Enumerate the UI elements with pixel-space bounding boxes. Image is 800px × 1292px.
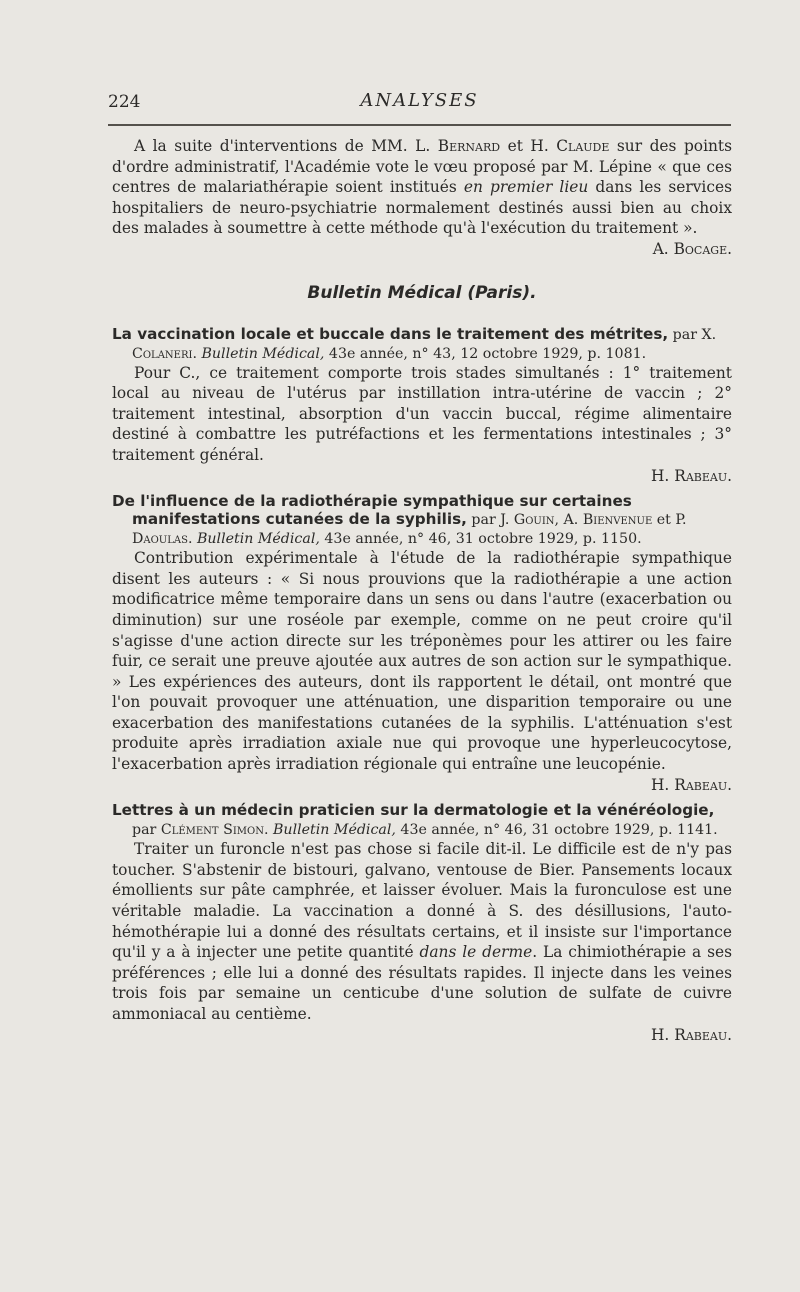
running-title: ANALYSES xyxy=(360,90,479,111)
article-3 xyxy=(112,801,732,1045)
article-body: Contribution expérimentale à l'étude de la radiothérapie sympathique disent les auteurs : « Si nous prouvions que la radiothérapie a une action modificatrice même temporaire dans un sens ou dans l'autre (exacerbation ou diminution) sur une roséole par exemple, comme on ne peut croire qu'il s'agisse d'une action directe sur les tréponèmes pour les attirer ou les faire fuir, ce serait une preuve ajoutée aux autres de son action sur le sympathique. » Les expériences des auteurs, dont ils rapportent le détail, ont montré que l'on pouvait provoquer une atténuation, une disparition temporaire ou une exacerbation des manifestations cutanées de la syphilis. L'atténuation s'est produite après irradiation axiale nue qui provoque une hyperleucocytose, l'exacerbation après irradiation régionale qui entraîne une leucopénie. H. Rabeau. xyxy=(112,549,732,794)
header-rule xyxy=(108,124,731,126)
signature: H. Rabeau. xyxy=(651,466,732,485)
article-title: De l'influence de la radiothérapie sympathique sur certaines manifestations cutanées de la syphilis, par J. Gouin, A. Bienvenue et P. Daoulas. Bulletin Médical, 43e année, n° 46, 31 octobre 1929, p. 1150. xyxy=(112,492,687,548)
page-number: 224 xyxy=(108,92,141,112)
signature: H. Rabeau. xyxy=(651,775,732,794)
journal-heading: Bulletin Médical (Paris). xyxy=(307,282,537,303)
text-column xyxy=(112,136,732,1045)
article-body: Pour C., ce traitement comporte trois stades simultanés : 1° traitement local au niveau de l'utérus par instillation intra-utérine de vaccin ; 2° traitement intestinal, absorption d'un vaccin buccal, régime alimentaire destiné à combattre les putréfactions et les fermentations intestinales ; 3° traitement général. H. Rabeau. xyxy=(112,363,732,485)
signature: A. Bocage. xyxy=(652,239,732,258)
article-2 xyxy=(112,492,732,795)
intro-paragraph: A la suite d'interventions de MM. L. Bernard et H. Claude sur des points d'ordre administratif, l'Académie vote le vœu proposé par M. Lépine « que ces centres de malariathérapie soient institués en premier lieu dans les services hospitaliers de neuro-psychiatrie normalement destinés aussi bien au choix des malades à soumettre à cette méthode qu'à l'exécution du traitement ». A. Bocage. xyxy=(112,137,732,258)
signature: H. Rabeau. xyxy=(651,1025,732,1044)
article-body: Traiter un furoncle n'est pas chose si facile dit-il. Le difficile est de n'y pas toucher. S'abstenir de bistouri, galvano, ventouse de Bier. Pansements locaux émollients sur pâte camphrée, et laisser évoluer. Mais la furonculose est une véritable maladie. La vaccination a donné à S. des désillusions, l'auto-hémothérapie lui a donné des résultats certains, et il insiste sur l'importance qu'il y a à injecter une petite quantité dans le derme. La chimiothérapie a ses préférences ; elle lui a donné des résultats rapides. Il injecte dans les veines trois fois par semaine un centicube d'une solution de sulfate de cuivre ammoniacal au centième. H. Rabeau. xyxy=(112,840,732,1044)
page-header xyxy=(108,92,731,120)
article-title: Lettres à un médecin praticien sur la dermatologie et la vénéréologie, par Clément Simon. Bulletin Médical, 43e année, n° 46, 31 octobre 1929, p. 1141. xyxy=(112,801,718,839)
article-1 xyxy=(112,325,732,487)
article-title: La vaccination locale et buccale dans le traitement des métrites, par X. Colaneri. Bulletin Médical, 43e année, n° 43, 12 octobre 1929, p. 1081. xyxy=(112,324,717,362)
